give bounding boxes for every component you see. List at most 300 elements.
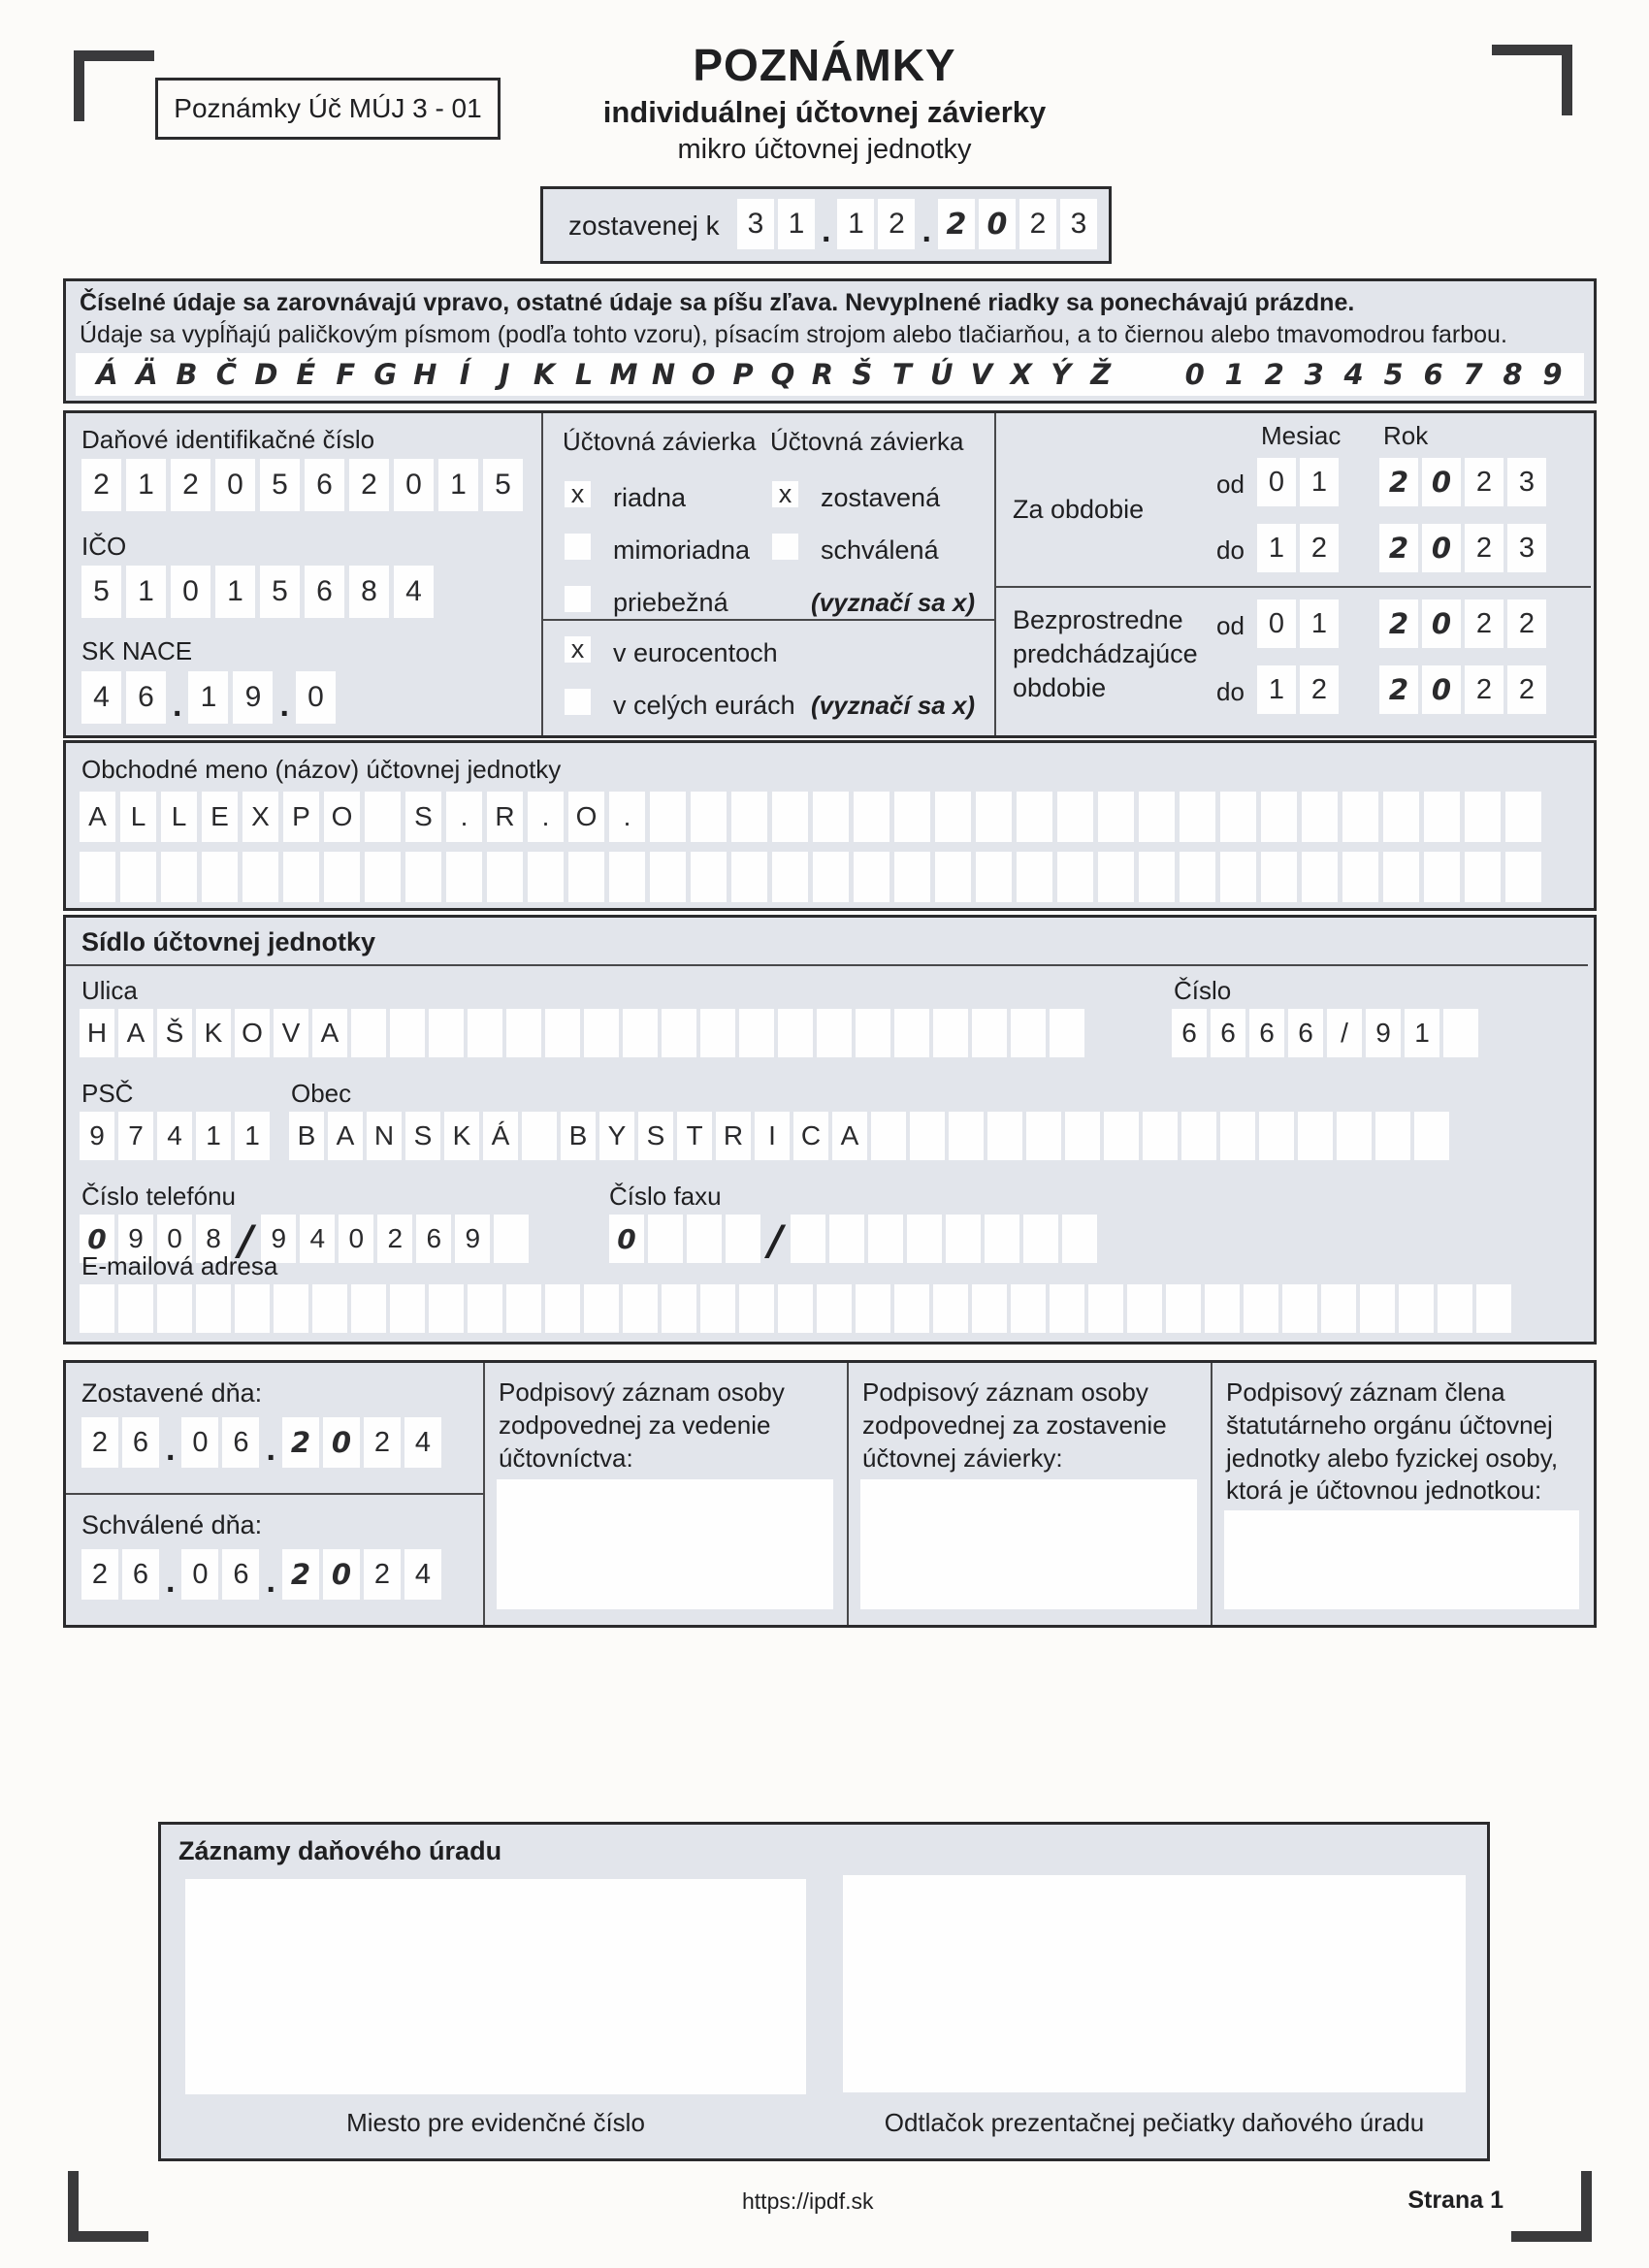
- char-cell[interactable]: 2: [1507, 665, 1546, 714]
- char-cell[interactable]: A: [118, 1009, 153, 1057]
- char-cell[interactable]: [817, 1284, 852, 1333]
- char-cell[interactable]: [118, 1284, 153, 1333]
- char-cell[interactable]: Š: [157, 1009, 192, 1057]
- char-cell[interactable]: 6: [122, 1549, 159, 1600]
- char-cell[interactable]: [120, 852, 156, 902]
- char-cell[interactable]: [1424, 852, 1460, 902]
- checkbox-priebezna[interactable]: [565, 586, 591, 612]
- char-cell[interactable]: [1259, 1112, 1294, 1160]
- char-cell[interactable]: [985, 1215, 1019, 1263]
- char-cell[interactable]: 0: [1422, 524, 1461, 572]
- char-cell[interactable]: K: [196, 1009, 231, 1057]
- day-cells[interactable]: [81, 1417, 159, 1468]
- char-cell[interactable]: [1139, 792, 1175, 842]
- char-cell[interactable]: 3: [1507, 524, 1546, 572]
- char-cell[interactable]: 0: [339, 1215, 373, 1263]
- char-cell[interactable]: [196, 1284, 231, 1333]
- char-cell[interactable]: E: [202, 792, 238, 842]
- char-cell[interactable]: 2: [1465, 458, 1504, 506]
- char-cell[interactable]: [1360, 1284, 1395, 1333]
- char-cell[interactable]: 1: [235, 1112, 270, 1160]
- char-cell[interactable]: 6: [1249, 1009, 1284, 1057]
- char-cell[interactable]: [1261, 792, 1297, 842]
- char-cell[interactable]: [1342, 852, 1378, 902]
- char-cell[interactable]: [739, 1284, 774, 1333]
- char-cell[interactable]: [987, 1112, 1022, 1160]
- char-cell[interactable]: [933, 1284, 968, 1333]
- char-cell[interactable]: 8: [196, 1215, 231, 1263]
- char-cell[interactable]: [351, 1284, 386, 1333]
- char-cell[interactable]: 1: [215, 566, 255, 618]
- char-cell[interactable]: R: [487, 792, 523, 842]
- char-cell[interactable]: 6: [1211, 1009, 1245, 1057]
- char-cell[interactable]: [854, 792, 889, 842]
- char-cell[interactable]: [1220, 792, 1256, 842]
- char-cell[interactable]: H: [80, 1009, 114, 1057]
- footer-link[interactable]: https://ipdf.sk: [742, 2188, 874, 2214]
- char-cell[interactable]: 2: [282, 1417, 319, 1468]
- char-cell[interactable]: [817, 1009, 852, 1057]
- char-cell[interactable]: [700, 1009, 735, 1057]
- telefon-number-cells[interactable]: [261, 1215, 529, 1263]
- char-cell[interactable]: [1244, 1284, 1278, 1333]
- char-cell[interactable]: [1342, 792, 1378, 842]
- char-cell[interactable]: 2: [364, 1549, 401, 1600]
- month-cells[interactable]: [1257, 458, 1339, 506]
- char-cell[interactable]: [446, 852, 482, 902]
- char-cell[interactable]: 9: [455, 1215, 490, 1263]
- char-cell[interactable]: [813, 792, 849, 842]
- char-cell[interactable]: 0: [181, 1417, 218, 1468]
- char-cell[interactable]: [390, 1009, 425, 1057]
- char-cell[interactable]: [1337, 1112, 1372, 1160]
- char-cell[interactable]: [1023, 1215, 1058, 1263]
- char-cell[interactable]: [1383, 792, 1419, 842]
- month-cells[interactable]: [1257, 665, 1339, 714]
- char-cell[interactable]: [739, 1009, 774, 1057]
- char-cell[interactable]: [949, 1112, 984, 1160]
- char-cell[interactable]: [976, 792, 1012, 842]
- char-cell[interactable]: [1098, 792, 1134, 842]
- char-cell[interactable]: 5: [260, 566, 300, 618]
- char-cell[interactable]: 1: [1405, 1009, 1439, 1057]
- char-cell[interactable]: [813, 852, 849, 902]
- char-cell[interactable]: 1: [438, 459, 478, 511]
- char-cell[interactable]: 0: [296, 671, 336, 724]
- char-cell[interactable]: [1476, 1284, 1511, 1333]
- char-cell[interactable]: 0: [157, 1215, 192, 1263]
- char-cell[interactable]: [1205, 1284, 1240, 1333]
- char-cell[interactable]: 1: [1257, 524, 1296, 572]
- char-cell[interactable]: [1017, 792, 1052, 842]
- char-cell[interactable]: [933, 1009, 968, 1057]
- char-cell[interactable]: 2: [1300, 665, 1339, 714]
- char-cell[interactable]: [1321, 1284, 1356, 1333]
- checkbox-mimoriadna[interactable]: [565, 534, 591, 560]
- char-cell[interactable]: 0: [215, 459, 255, 511]
- year-cells[interactable]: [1379, 599, 1546, 648]
- char-cell[interactable]: 6: [305, 566, 344, 618]
- char-cell[interactable]: 5: [81, 566, 121, 618]
- char-cell[interactable]: 8: [349, 566, 389, 618]
- char-cell[interactable]: 1: [188, 671, 228, 724]
- char-cell[interactable]: [778, 1009, 813, 1057]
- char-cell[interactable]: [1050, 1284, 1084, 1333]
- char-cell[interactable]: [700, 1284, 735, 1333]
- fax-area-cells[interactable]: [609, 1215, 760, 1263]
- char-cell[interactable]: [726, 1215, 760, 1263]
- char-cell[interactable]: [468, 1284, 502, 1333]
- char-cell[interactable]: [935, 852, 971, 902]
- char-cell[interactable]: 4: [81, 671, 121, 724]
- char-cell[interactable]: [778, 1284, 813, 1333]
- char-cell[interactable]: 0: [1422, 599, 1461, 648]
- char-cell[interactable]: [157, 1284, 192, 1333]
- char-cell[interactable]: 2: [938, 199, 975, 249]
- char-cell[interactable]: [772, 852, 808, 902]
- char-cell[interactable]: [946, 1215, 981, 1263]
- char-cell[interactable]: [910, 1112, 945, 1160]
- char-cell[interactable]: 0: [323, 1549, 360, 1600]
- char-cell[interactable]: L: [120, 792, 156, 842]
- char-cell[interactable]: 2: [1465, 524, 1504, 572]
- char-cell[interactable]: 5: [260, 459, 300, 511]
- char-cell[interactable]: 9: [261, 1215, 296, 1263]
- char-cell[interactable]: O: [324, 792, 360, 842]
- char-cell[interactable]: [691, 792, 727, 842]
- char-cell[interactable]: /: [1327, 1009, 1362, 1057]
- char-cell[interactable]: 0: [979, 199, 1016, 249]
- char-cell[interactable]: [1465, 792, 1501, 842]
- char-cell[interactable]: 6: [1172, 1009, 1207, 1057]
- char-cell[interactable]: [390, 1284, 425, 1333]
- char-cell[interactable]: [894, 1009, 929, 1057]
- char-cell[interactable]: [1443, 1009, 1478, 1057]
- char-cell[interactable]: [1127, 1284, 1162, 1333]
- char-cell[interactable]: [623, 1284, 658, 1333]
- char-cell[interactable]: C: [793, 1112, 828, 1160]
- char-cell[interactable]: [1057, 792, 1093, 842]
- char-cell[interactable]: .: [609, 792, 645, 842]
- char-cell[interactable]: [584, 1009, 619, 1057]
- char-cell[interactable]: [1104, 1112, 1139, 1160]
- char-cell[interactable]: [494, 1215, 529, 1263]
- char-cell[interactable]: 2: [364, 1417, 401, 1468]
- checkbox-riadna[interactable]: [565, 481, 591, 507]
- sknace-cells[interactable]: [296, 671, 336, 724]
- char-cell[interactable]: [1220, 1112, 1255, 1160]
- char-cell[interactable]: [1057, 852, 1093, 902]
- char-cell[interactable]: [856, 1284, 890, 1333]
- char-cell[interactable]: [791, 1215, 825, 1263]
- char-cell[interactable]: B: [561, 1112, 596, 1160]
- char-cell[interactable]: 1: [126, 566, 166, 618]
- year-cells[interactable]: [1379, 458, 1546, 506]
- char-cell[interactable]: [662, 1284, 696, 1333]
- char-cell[interactable]: [1302, 852, 1338, 902]
- char-cell[interactable]: [1414, 1112, 1449, 1160]
- char-cell[interactable]: A: [312, 1009, 347, 1057]
- year-cells[interactable]: [282, 1417, 441, 1468]
- char-cell[interactable]: [584, 1284, 619, 1333]
- char-cell[interactable]: 2: [81, 1417, 118, 1468]
- char-cell[interactable]: [772, 792, 808, 842]
- char-cell[interactable]: 0: [181, 1549, 218, 1600]
- char-cell[interactable]: S: [638, 1112, 673, 1160]
- char-cell[interactable]: 7: [118, 1112, 153, 1160]
- char-cell[interactable]: L: [161, 792, 197, 842]
- char-cell[interactable]: [1302, 792, 1338, 842]
- char-cell[interactable]: 6: [222, 1549, 259, 1600]
- char-cell[interactable]: [1505, 792, 1541, 842]
- char-cell[interactable]: [868, 1215, 903, 1263]
- char-cell[interactable]: [1143, 1112, 1178, 1160]
- char-cell[interactable]: [1282, 1284, 1317, 1333]
- char-cell[interactable]: N: [367, 1112, 402, 1160]
- char-cell[interactable]: 4: [394, 566, 434, 618]
- char-cell[interactable]: [687, 1215, 722, 1263]
- char-cell[interactable]: 4: [404, 1417, 441, 1468]
- char-cell[interactable]: [650, 792, 686, 842]
- checkbox-cele-eura[interactable]: [565, 689, 591, 715]
- char-cell[interactable]: 0: [609, 1215, 644, 1263]
- char-cell[interactable]: 1: [1257, 665, 1296, 714]
- char-cell[interactable]: [1375, 1112, 1410, 1160]
- char-cell[interactable]: S: [405, 1112, 440, 1160]
- char-cell[interactable]: 1: [1300, 458, 1339, 506]
- char-cell[interactable]: 3: [737, 199, 774, 249]
- char-cell[interactable]: 4: [157, 1112, 192, 1160]
- char-cell[interactable]: S: [405, 792, 441, 842]
- char-cell[interactable]: 2: [1019, 199, 1056, 249]
- char-cell[interactable]: [468, 1009, 502, 1057]
- char-cell[interactable]: [972, 1009, 1007, 1057]
- char-cell[interactable]: 0: [1257, 458, 1296, 506]
- char-cell[interactable]: R: [716, 1112, 751, 1160]
- signature-preparation-area[interactable]: [860, 1479, 1197, 1609]
- char-cell[interactable]: 9: [80, 1112, 114, 1160]
- char-cell[interactable]: B: [289, 1112, 324, 1160]
- char-cell[interactable]: [568, 852, 604, 902]
- char-cell[interactable]: T: [677, 1112, 712, 1160]
- char-cell[interactable]: [1017, 852, 1052, 902]
- char-cell[interactable]: [235, 1284, 270, 1333]
- char-cell[interactable]: [1166, 1284, 1201, 1333]
- char-cell[interactable]: [1505, 852, 1541, 902]
- dic-cells[interactable]: [81, 459, 523, 511]
- char-cell[interactable]: [545, 1284, 580, 1333]
- sknace-cells[interactable]: [81, 671, 166, 724]
- ico-cells[interactable]: [81, 566, 434, 618]
- char-cell[interactable]: 0: [1422, 665, 1461, 714]
- char-cell[interactable]: 6: [305, 459, 344, 511]
- char-cell[interactable]: 0: [394, 459, 434, 511]
- char-cell[interactable]: [976, 852, 1012, 902]
- char-cell[interactable]: [312, 1284, 347, 1333]
- char-cell[interactable]: 2: [1379, 458, 1418, 506]
- char-cell[interactable]: 2: [1379, 599, 1418, 648]
- char-cell[interactable]: 6: [416, 1215, 451, 1263]
- char-cell[interactable]: [650, 852, 686, 902]
- char-cell[interactable]: 2: [349, 459, 389, 511]
- char-cell[interactable]: A: [80, 792, 115, 842]
- char-cell[interactable]: [1465, 852, 1501, 902]
- char-cell[interactable]: [854, 852, 889, 902]
- char-cell[interactable]: 6: [122, 1417, 159, 1468]
- char-cell[interactable]: O: [235, 1009, 270, 1057]
- char-cell[interactable]: 3: [1507, 458, 1546, 506]
- char-cell[interactable]: V: [274, 1009, 308, 1057]
- char-cell[interactable]: [429, 1009, 464, 1057]
- char-cell[interactable]: [1220, 852, 1256, 902]
- char-cell[interactable]: 5: [483, 459, 523, 511]
- char-cell[interactable]: 4: [300, 1215, 335, 1263]
- char-cell[interactable]: [1438, 1284, 1472, 1333]
- char-cell[interactable]: 2: [81, 1549, 118, 1600]
- char-cell[interactable]: 2: [1465, 665, 1504, 714]
- char-cell[interactable]: 3: [1060, 199, 1097, 249]
- char-cell[interactable]: [80, 1284, 114, 1333]
- char-cell[interactable]: [623, 1009, 658, 1057]
- char-cell[interactable]: [894, 1284, 929, 1333]
- signature-bookkeeping-area[interactable]: [497, 1479, 833, 1609]
- month-cells[interactable]: [1257, 599, 1339, 648]
- char-cell[interactable]: [506, 1009, 541, 1057]
- char-cell[interactable]: [274, 1284, 308, 1333]
- char-cell[interactable]: [1383, 852, 1419, 902]
- char-cell[interactable]: [365, 852, 401, 902]
- char-cell[interactable]: 6: [222, 1417, 259, 1468]
- char-cell[interactable]: 2: [1507, 599, 1546, 648]
- day-cells[interactable]: [737, 199, 815, 249]
- company-name-cells[interactable]: [80, 792, 1541, 842]
- char-cell[interactable]: [1011, 1284, 1046, 1333]
- char-cell[interactable]: 1: [778, 199, 815, 249]
- char-cell[interactable]: [80, 852, 115, 902]
- stamp-area[interactable]: [843, 1875, 1466, 2092]
- char-cell[interactable]: [1011, 1009, 1046, 1057]
- email-cells[interactable]: [80, 1284, 1511, 1333]
- char-cell[interactable]: 1: [126, 459, 166, 511]
- char-cell[interactable]: [907, 1215, 942, 1263]
- psc-cells[interactable]: [80, 1112, 270, 1160]
- char-cell[interactable]: [731, 792, 767, 842]
- ulica-cells[interactable]: [80, 1009, 1084, 1057]
- char-cell[interactable]: [662, 1009, 696, 1057]
- char-cell[interactable]: [351, 1009, 386, 1057]
- char-cell[interactable]: [1399, 1284, 1434, 1333]
- char-cell[interactable]: [522, 1112, 557, 1160]
- char-cell[interactable]: [1088, 1284, 1123, 1333]
- cislo-cells[interactable]: [1172, 1009, 1478, 1057]
- char-cell[interactable]: 0: [1422, 458, 1461, 506]
- checkbox-eurocenty[interactable]: [565, 636, 591, 663]
- char-cell[interactable]: 4: [404, 1549, 441, 1600]
- sknace-cells[interactable]: [188, 671, 273, 724]
- char-cell[interactable]: Y: [599, 1112, 634, 1160]
- char-cell[interactable]: [545, 1009, 580, 1057]
- char-cell[interactable]: [1298, 1112, 1333, 1160]
- char-cell[interactable]: [283, 852, 319, 902]
- year-cells[interactable]: [938, 199, 1097, 249]
- char-cell[interactable]: 9: [1366, 1009, 1401, 1057]
- char-cell[interactable]: 1: [196, 1112, 231, 1160]
- char-cell[interactable]: [1424, 792, 1460, 842]
- char-cell[interactable]: [1181, 1112, 1216, 1160]
- year-cells[interactable]: [282, 1549, 441, 1600]
- char-cell[interactable]: .: [528, 792, 564, 842]
- char-cell[interactable]: 2: [1379, 665, 1418, 714]
- month-cells[interactable]: [181, 1417, 259, 1468]
- char-cell[interactable]: 2: [1465, 599, 1504, 648]
- char-cell[interactable]: [871, 1112, 906, 1160]
- char-cell[interactable]: 2: [1300, 524, 1339, 572]
- char-cell[interactable]: 0: [1257, 599, 1296, 648]
- company-name-cells[interactable]: [80, 852, 1541, 902]
- char-cell[interactable]: Á: [483, 1112, 518, 1160]
- char-cell[interactable]: 6: [1288, 1009, 1323, 1057]
- char-cell[interactable]: 0: [323, 1417, 360, 1468]
- char-cell[interactable]: 2: [282, 1549, 319, 1600]
- char-cell[interactable]: I: [755, 1112, 790, 1160]
- char-cell[interactable]: 9: [233, 671, 273, 724]
- month-cells[interactable]: [181, 1549, 259, 1600]
- char-cell[interactable]: 2: [878, 199, 915, 249]
- fax-number-cells[interactable]: [791, 1215, 1097, 1263]
- char-cell[interactable]: A: [832, 1112, 867, 1160]
- char-cell[interactable]: [202, 852, 238, 902]
- char-cell[interactable]: O: [568, 792, 604, 842]
- char-cell[interactable]: [429, 1284, 464, 1333]
- char-cell[interactable]: [405, 852, 441, 902]
- year-cells[interactable]: [1379, 524, 1546, 572]
- char-cell[interactable]: 2: [377, 1215, 412, 1263]
- char-cell[interactable]: K: [444, 1112, 479, 1160]
- char-cell[interactable]: [691, 852, 727, 902]
- evidence-number-area[interactable]: [185, 1879, 806, 2094]
- char-cell[interactable]: [1062, 1215, 1097, 1263]
- char-cell[interactable]: [1098, 852, 1134, 902]
- month-cells[interactable]: [1257, 524, 1339, 572]
- char-cell[interactable]: [829, 1215, 864, 1263]
- char-cell[interactable]: [324, 852, 360, 902]
- char-cell[interactable]: [528, 852, 564, 902]
- char-cell[interactable]: [487, 852, 523, 902]
- char-cell[interactable]: 6: [126, 671, 166, 724]
- char-cell[interactable]: [161, 852, 197, 902]
- char-cell[interactable]: [648, 1215, 683, 1263]
- char-cell[interactable]: [894, 792, 930, 842]
- signature-statutory-area[interactable]: [1224, 1510, 1579, 1609]
- char-cell[interactable]: .: [446, 792, 482, 842]
- char-cell[interactable]: 2: [171, 459, 210, 511]
- month-cells[interactable]: [837, 199, 915, 249]
- char-cell[interactable]: 2: [81, 459, 121, 511]
- char-cell[interactable]: [935, 792, 971, 842]
- char-cell[interactable]: [1261, 852, 1297, 902]
- char-cell[interactable]: 9: [118, 1215, 153, 1263]
- char-cell[interactable]: 1: [837, 199, 874, 249]
- year-cells[interactable]: [1379, 665, 1546, 714]
- char-cell[interactable]: P: [283, 792, 319, 842]
- char-cell[interactable]: [1180, 792, 1215, 842]
- char-cell[interactable]: 0: [80, 1215, 114, 1263]
- char-cell[interactable]: [731, 852, 767, 902]
- char-cell[interactable]: [1180, 852, 1215, 902]
- obec-cells[interactable]: [289, 1112, 1449, 1160]
- char-cell[interactable]: [1139, 852, 1175, 902]
- char-cell[interactable]: [1026, 1112, 1061, 1160]
